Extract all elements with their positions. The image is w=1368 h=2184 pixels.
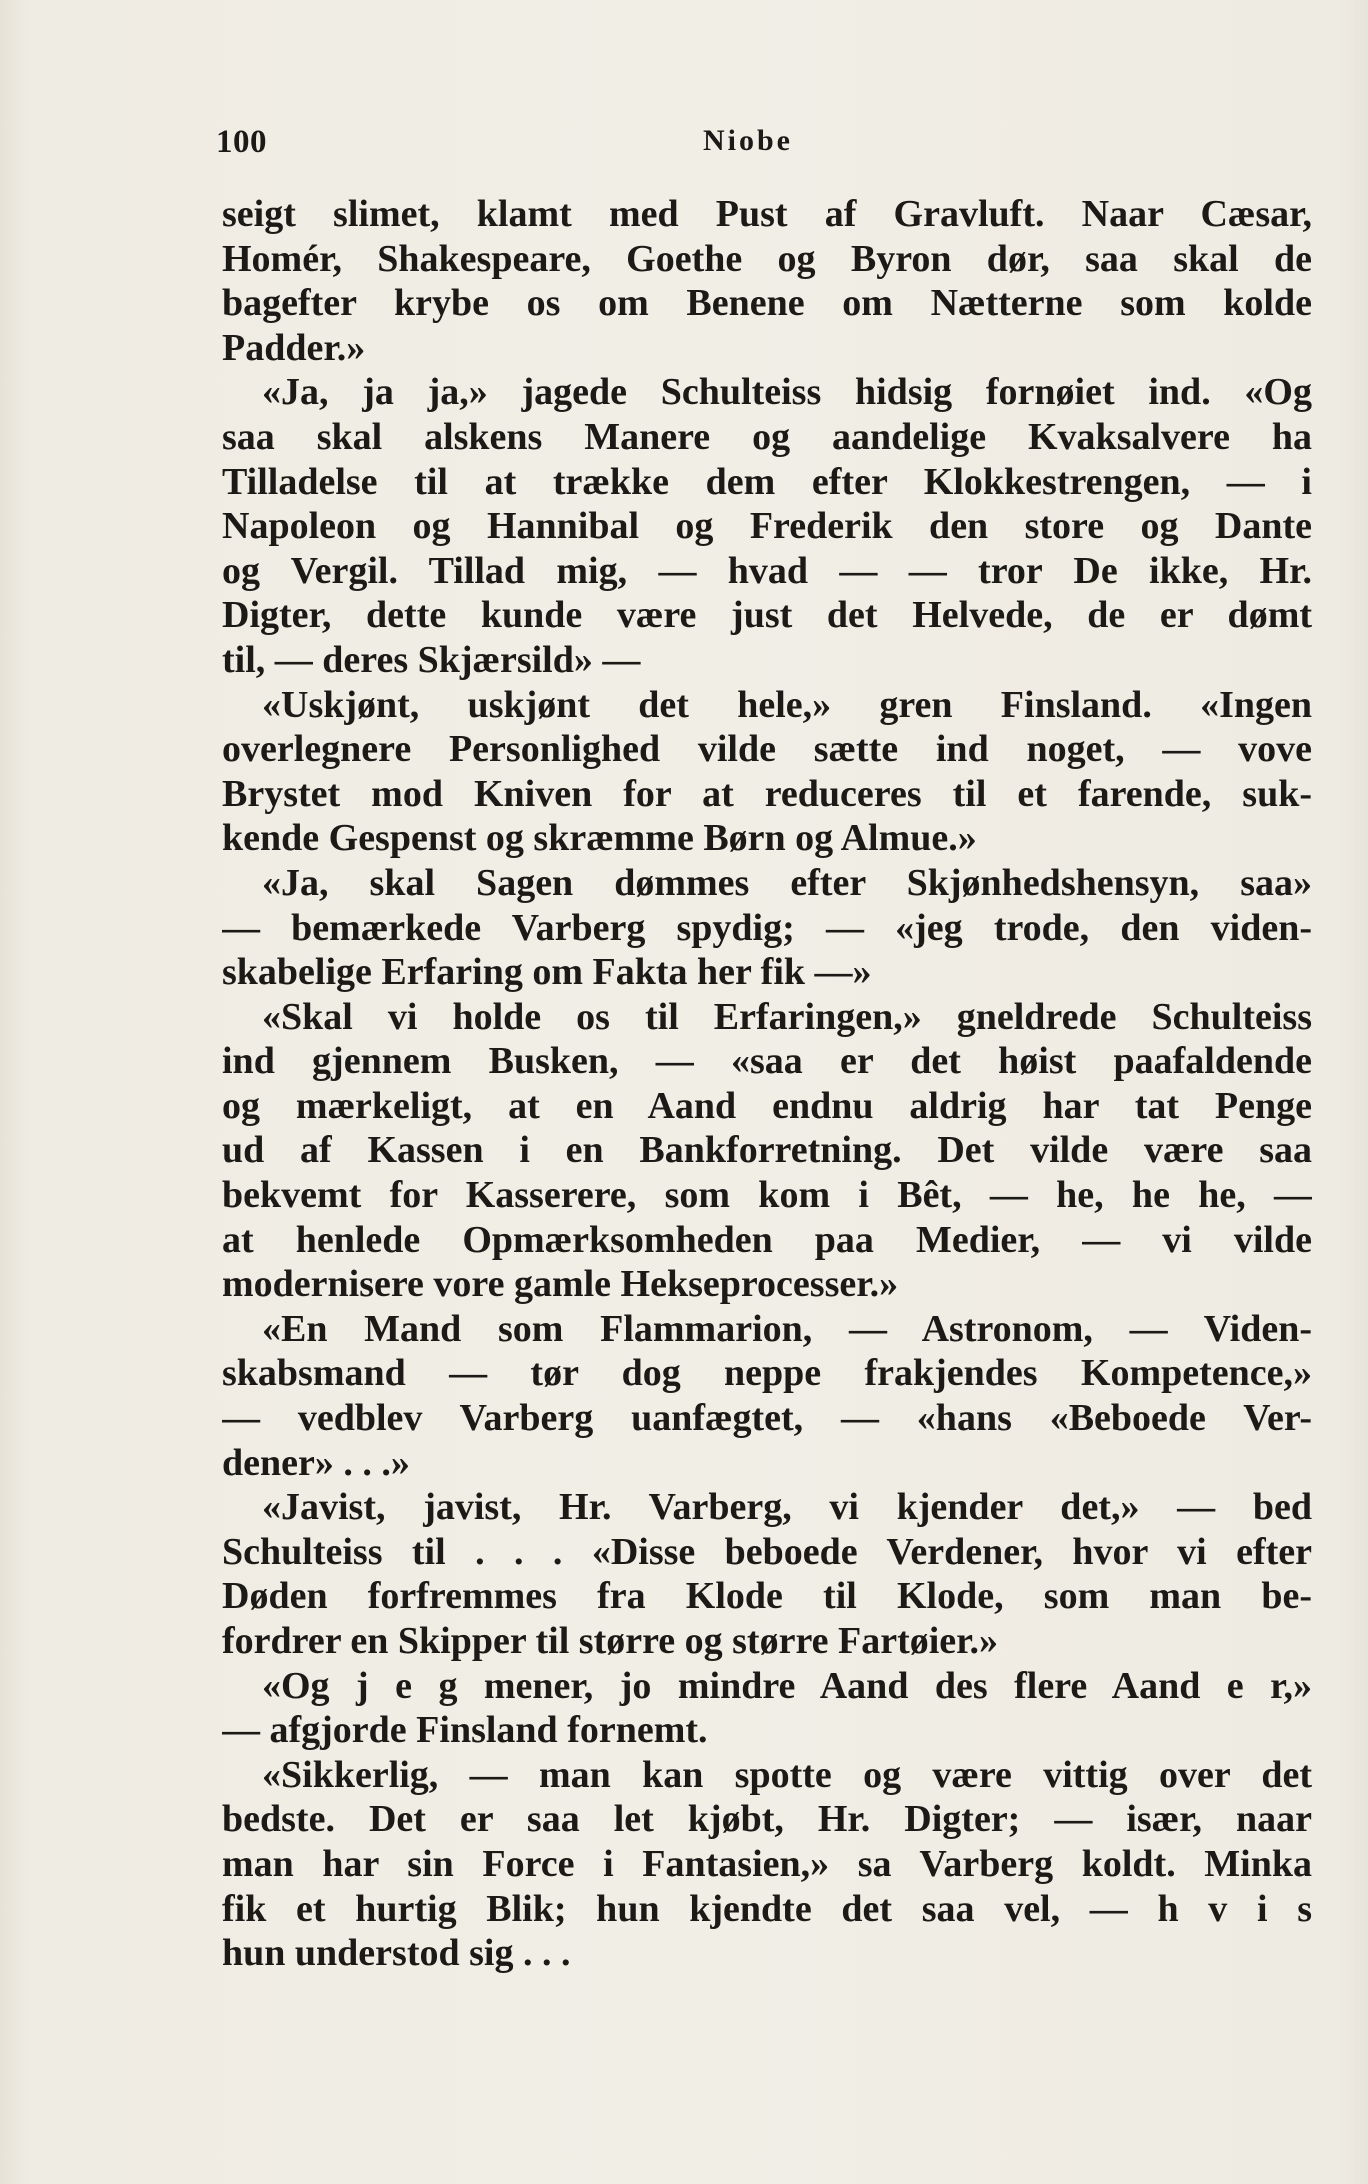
text-line: dener» . . .» <box>222 1441 410 1484</box>
text-line: «Sikkerlig, — man kan spotte og være vittig over det <box>262 1753 1312 1796</box>
text-line: bekvemt for Kasserere, som kom i Bêt, — he, he he, — <box>222 1174 1312 1217</box>
page-header <box>216 124 1316 164</box>
text-line: ind gjennem Busken, — «saa er det høist paafaldende <box>222 1040 1312 1083</box>
text-line: «Ja, ja ja,» jagede Schulteiss hidsig fornøiet ind. «Og <box>262 371 1312 414</box>
text-line: «Ja, skal Sagen dømmes efter Skjønhedshensyn, saa» <box>262 861 1312 904</box>
text-line: — afgjorde Finsland fornemt. <box>222 1709 708 1752</box>
text-line: «Uskjønt, uskjønt det hele,» gren Finsland. «Ingen <box>262 683 1312 726</box>
text-line: bagefter krybe os om Benene om Nætterne som kolde <box>222 282 1312 325</box>
text-line: Døden forfremmes fra Klode til Klode, som man be- <box>222 1575 1312 1618</box>
text-line: kende Gespenst og skræmme Børn og Almue.» <box>222 817 977 860</box>
text-line: bedste. Det er saa let kjøbt, Hr. Digter; — især, naar <box>222 1798 1312 1841</box>
text-line: fordrer en Skipper til større og større Fartøier.» <box>222 1620 999 1662</box>
text-line: Tilladelse til at trække dem efter Klokkestrengen, — i <box>222 460 1312 503</box>
text-line: at henlede Opmærksomheden paa Medier, — vi vilde <box>222 1218 1312 1261</box>
text-line: Digter, dette kunde være just det Helvede, de er dømt <box>222 594 1312 637</box>
running-title: Niobe <box>703 124 793 157</box>
text-line: Homér, Shakespeare, Goethe og Byron dør, saa skal de <box>222 237 1312 280</box>
text-line: Padder.» <box>222 326 366 369</box>
text-line: — bemærkede Varberg spydig; — «jeg trode, den viden- <box>222 906 1312 949</box>
text-line: fik et hurtig Blik; hun kjendte det saa vel, — h v i s <box>222 1887 1312 1930</box>
text-line: man har sin Force i Fantasien,» sa Varberg koldt. Minka <box>222 1842 1312 1885</box>
text-line: og mærkeligt, at en Aand endnu aldrig har tat Penge <box>222 1084 1312 1127</box>
text-line: «Og j e g mener, jo mindre Aand des flere Aand e r,» <box>262 1664 1312 1707</box>
text-line: skabsmand — tør dog neppe frakjendes Kompetence,» <box>222 1352 1312 1395</box>
text-line: «Javist, javist, Hr. Varberg, vi kjender det,» — bed <box>262 1486 1312 1529</box>
text-line: Napoleon og Hannibal og Frederik den store og Dante <box>222 505 1312 548</box>
text-line: og Vergil. Tillad mig, — hvad — — tror De ikke, Hr. <box>222 549 1312 592</box>
page-number: 100 <box>216 124 267 160</box>
text-line: hun understod sig . . . <box>222 1932 571 1975</box>
text-line: seigt slimet, klamt med Pust af Gravluft. Naar Cæsar, <box>222 193 1312 235</box>
text-line: — vedblev Varberg uanfægtet, — «hans «Beboede Ver- <box>222 1397 1312 1440</box>
text-line: Brystet mod Kniven for at reduceres til et farende, suk- <box>222 772 1312 815</box>
text-line: modernisere vore gamle Hekseprocesser.» <box>222 1263 899 1306</box>
text-line: ud af Kassen i en Bankforretning. Det vilde være saa <box>222 1129 1312 1172</box>
text-line: «Skal vi holde os til Erfaringen,» gneldrede Schulteiss <box>262 995 1312 1038</box>
text-line: Schulteiss til . . . «Disse beboede Verdener, hvor vi efter <box>222 1530 1312 1573</box>
text-line: saa skal alskens Manere og aandelige Kvaksalvere ha <box>222 415 1312 458</box>
text-line: «En Mand som Flammarion, — Astronom, — Viden- <box>262 1307 1312 1350</box>
text-line: overlegnere Personlighed vilde sætte ind noget, — vove <box>222 728 1312 771</box>
text-line: skabelige Erfaring om Fakta her fik —» <box>222 951 872 994</box>
text-line: til, — deres Skjærsild» — <box>222 638 641 681</box>
body-text <box>222 192 1312 1976</box>
